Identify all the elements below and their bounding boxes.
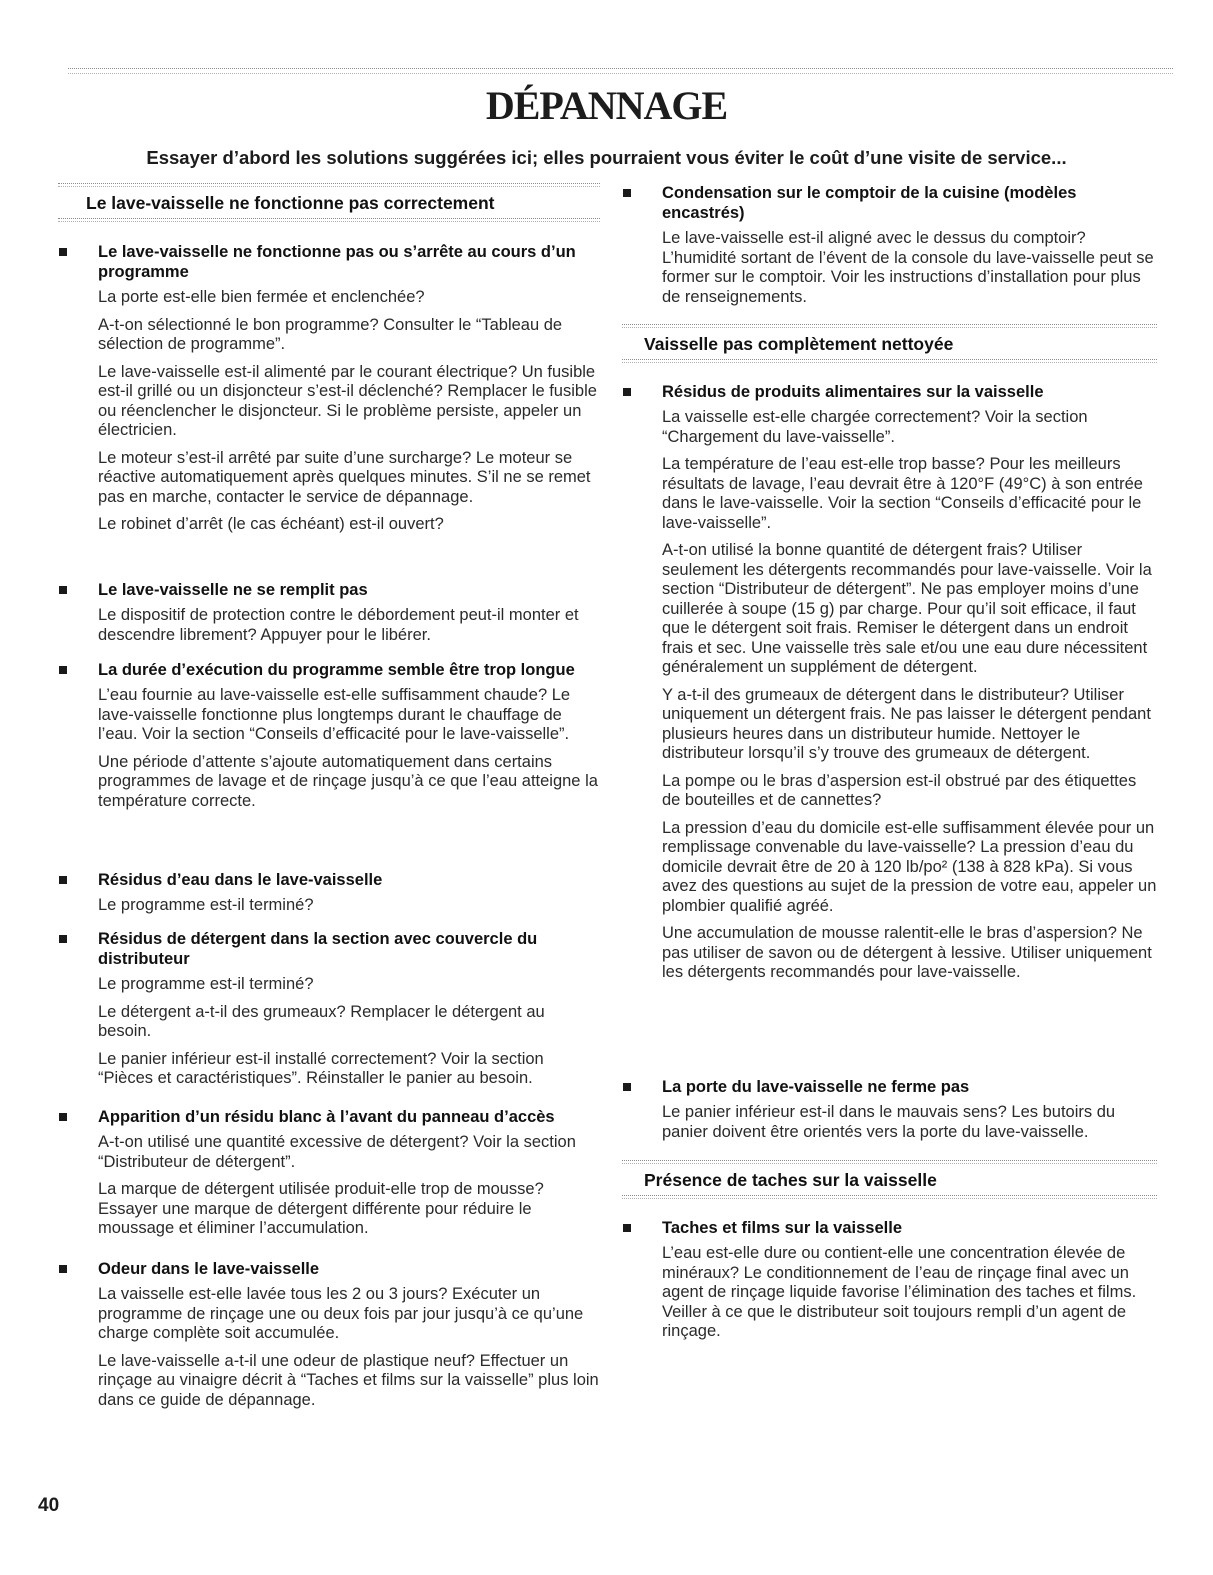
square-bullet-icon [623, 189, 631, 197]
item-text: Le détergent a-t-il des grumeaux? Remplacer le détergent au besoin. [98, 1002, 545, 1040]
section-rule-bottom [58, 218, 600, 222]
item-text: Le moteur s’est-il arrêté par suite d’une surcharge? Le moteur se réactive automatiquement après quelques minutes. S’il ne se remet pas en marche, contacter le service de dépannage. [98, 448, 591, 506]
item-text: La pompe ou le bras d’aspersion est-il obstrué par des étiquettes de bouteilles et de cannettes? [662, 771, 1137, 809]
item-heading: Taches et films sur la vaisselle [622, 1218, 1157, 1238]
item-detergent-residue [58, 929, 600, 1097]
item-stops-during-cycle [58, 242, 600, 543]
item-spots-and-film [622, 1218, 1157, 1350]
item-text: Le programme est-il terminé? [98, 896, 314, 914]
square-bullet-icon [59, 1265, 67, 1273]
item-heading: Le lave-vaisselle ne fonctionne pas ou s’arrête au cours d’un programme [58, 242, 600, 282]
item-text: L’eau est-elle dure ou contient-elle une concentration élevée de minéraux? Le conditionnement de l’eau de rinçage final avec un agent de rinçage liquide favorise l’élimination des taches et films. Veiller à ce que le distributeur soit toujours rempli d’un agent de rinçage. [662, 1244, 1137, 1340]
item-text: Le dispositif de protection contre le débordement peut-il monter et descendre librement? Appuyer pour le libérer. [98, 606, 579, 644]
item-condensation [622, 183, 1157, 315]
section-spots [622, 1160, 1157, 1199]
item-heading: La durée d’exécution du programme semble être trop longue [58, 660, 600, 680]
item-text: Le lave-vaisselle est-il aligné avec le dessus du comptoir? L’humidité sortant de l’évent de la console du lave-vaisselle peut se former sur le comptoir. Voir les instructions d’installation pour plus de renseignements. [662, 229, 1154, 306]
square-bullet-icon [59, 935, 67, 943]
item-text: La porte est-elle bien fermée et enclenchée? [98, 288, 425, 306]
item-door-does-not-close [622, 1077, 1157, 1150]
item-text: Le panier inférieur est-il installé correctement? Voir la section “Pièces et caractéristiques”. Réinstaller le panier au besoin. [98, 1049, 544, 1087]
section-title: Présence de taches sur la vaisselle [644, 1170, 937, 1190]
item-text: Une période d’attente s’ajoute automatiquement dans certains programmes de lavage et de rinçage jusqu’à ce que l’eau atteigne la température correcte. [98, 752, 598, 810]
square-bullet-icon [623, 1083, 631, 1091]
item-text: Le lave-vaisselle est-il alimenté par le courant électrique? Un fusible est-il grillé ou un disjoncteur s’est-il déclenché? Remplacer le fusible ou réenclencher le disjoncteur. Si le problème persiste, appeler un électricien. [98, 362, 597, 439]
section-not-clean [622, 324, 1157, 363]
item-cycle-too-long [58, 660, 600, 819]
section-rule-bottom [622, 359, 1157, 363]
item-heading: La porte du lave-vaisselle ne ferme pas [622, 1077, 1157, 1097]
square-bullet-icon [59, 666, 67, 674]
item-heading: Apparition d’un résidu blanc à l’avant du panneau d’accès [58, 1107, 600, 1127]
page-number: 40 [38, 1495, 60, 1516]
item-heading: Le lave-vaisselle ne se remplit pas [58, 580, 600, 600]
section-not-working [58, 183, 600, 222]
page-subtitle: Essayer d’abord les solutions suggérées ici; elles pourraient vous éviter le coût d’une visite de service... [146, 147, 1067, 168]
item-heading: Résidus de produits alimentaires sur la vaisselle [622, 382, 1157, 402]
section-title: Vaisselle pas complètement nettoyée [644, 334, 954, 354]
item-text: La marque de détergent utilisée produit-elle trop de mousse? Essayer une marque de détergent différente pour réduire le moussage et éliminer l’accumulation. [98, 1180, 544, 1237]
item-heading: Résidus de détergent dans la section avec couvercle du distributeur [58, 929, 600, 969]
item-text: La vaisselle est-elle lavée tous les 2 ou 3 jours? Exécuter un programme de rinçage une ou deux fois par jour jusqu’à ce qu’une charge complète soit accumulée. [98, 1285, 584, 1342]
item-heading: Condensation sur le comptoir de la cuisine (modèles encastrés) [622, 183, 1157, 223]
item-does-not-fill [58, 580, 600, 653]
item-text: Y a-t-il des grumeaux de détergent dans le distributeur? Utiliser uniquement un détergent frais. Ne pas laisser le détergent pendant plusieurs heures dans un distributeur humide. Nettoyer le distributeur lorsqu’il s’y trouve des grumeaux de détergent. [662, 685, 1151, 762]
item-white-residue [58, 1107, 600, 1247]
square-bullet-icon [59, 248, 67, 256]
square-bullet-icon [59, 586, 67, 594]
item-heading: Résidus d’eau dans le lave-vaisselle [58, 870, 600, 890]
section-rule-bottom [622, 1195, 1157, 1199]
item-text: A-t-on sélectionné le bon programme? Consulter le “Tableau de sélection de programme”. [98, 315, 563, 353]
square-bullet-icon [59, 1113, 67, 1121]
item-text: La pression d’eau du domicile est-elle suffisamment élevée pour un remplissage convenable du lave-vaisselle? La pression d’eau du domicile devrait être de 20 à 120 lb/po² (138 à 828 kPa). Si vous avez des questions au sujet de la pression de votre eau, appeler un plombier qualifié agréé. [662, 818, 1157, 915]
square-bullet-icon [59, 876, 67, 884]
item-text: Le lave-vaisselle a-t-il une odeur de plastique neuf? Effectuer un rinçage au vinaigre décrit à “Taches et films sur la vaisselle” plus loin dans ce guide de dépannage. [98, 1351, 599, 1409]
item-text: La vaisselle est-elle chargée correctement? Voir la section “Chargement du lave-vaisselle”. [662, 408, 1088, 446]
item-food-residue [622, 382, 1157, 991]
top-dotted-rule [68, 68, 1173, 74]
item-odor [58, 1259, 600, 1418]
item-text: A-t-on utilisé la bonne quantité de détergent frais? Utiliser seulement les détergents recommandés pour lave-vaisselle. Voir la section “Distributeur de détergent”. Ne pas employer moins d’une cuillerée à soupe (15 g) par charge. Pour qu’il soit efficace, il faut que le détergent soit frais. Remiser le détergent dans un endroit frais et sec. Une vaisselle très sale et/ou une eau dure nécessitent généralement un supplément de détergent. [662, 541, 1152, 676]
item-text: La température de l’eau est-elle trop basse? Pour les meilleurs résultats de lavage, l’eau devrait être à 120°F (49°C) à son entrée dans le lave-vaisselle. Voir la section “Conseils d’efficacité pour le lave-vaisselle”. [662, 455, 1143, 532]
square-bullet-icon [623, 388, 631, 396]
page-title: DÉPANNAGE [485, 83, 728, 128]
item-text: Le robinet d’arrêt (le cas échéant) est-il ouvert? [98, 515, 444, 533]
square-bullet-icon [623, 1224, 631, 1232]
item-heading: Odeur dans le lave-vaisselle [58, 1259, 600, 1279]
item-text: L’eau fournie au lave-vaisselle est-elle suffisamment chaude? Le lave-vaisselle fonctionne plus longtemps durant le chauffage de l’eau. Voir la section “Conseils d’efficacité pour le lave-vaisselle”. [98, 686, 571, 743]
item-text: Le panier inférieur est-il dans le mauvais sens? Les butoirs du panier doivent être orientés vers la porte du lave-vaisselle. [662, 1103, 1116, 1141]
item-text: Une accumulation de mousse ralentit-elle le bras d’aspersion? Ne pas utiliser de savon ou de détergent à lessive. Utiliser uniquement les détergents recommandés pour lave-vaisselle. [662, 924, 1152, 981]
item-text: A-t-on utilisé une quantité excessive de détergent? Voir la section “Distributeur de détergent”. [98, 1133, 576, 1171]
section-title: Le lave-vaisselle ne fonctionne pas correctement [86, 193, 495, 213]
item-water-residue [58, 870, 600, 924]
item-text: Le programme est-il terminé? [98, 975, 314, 993]
